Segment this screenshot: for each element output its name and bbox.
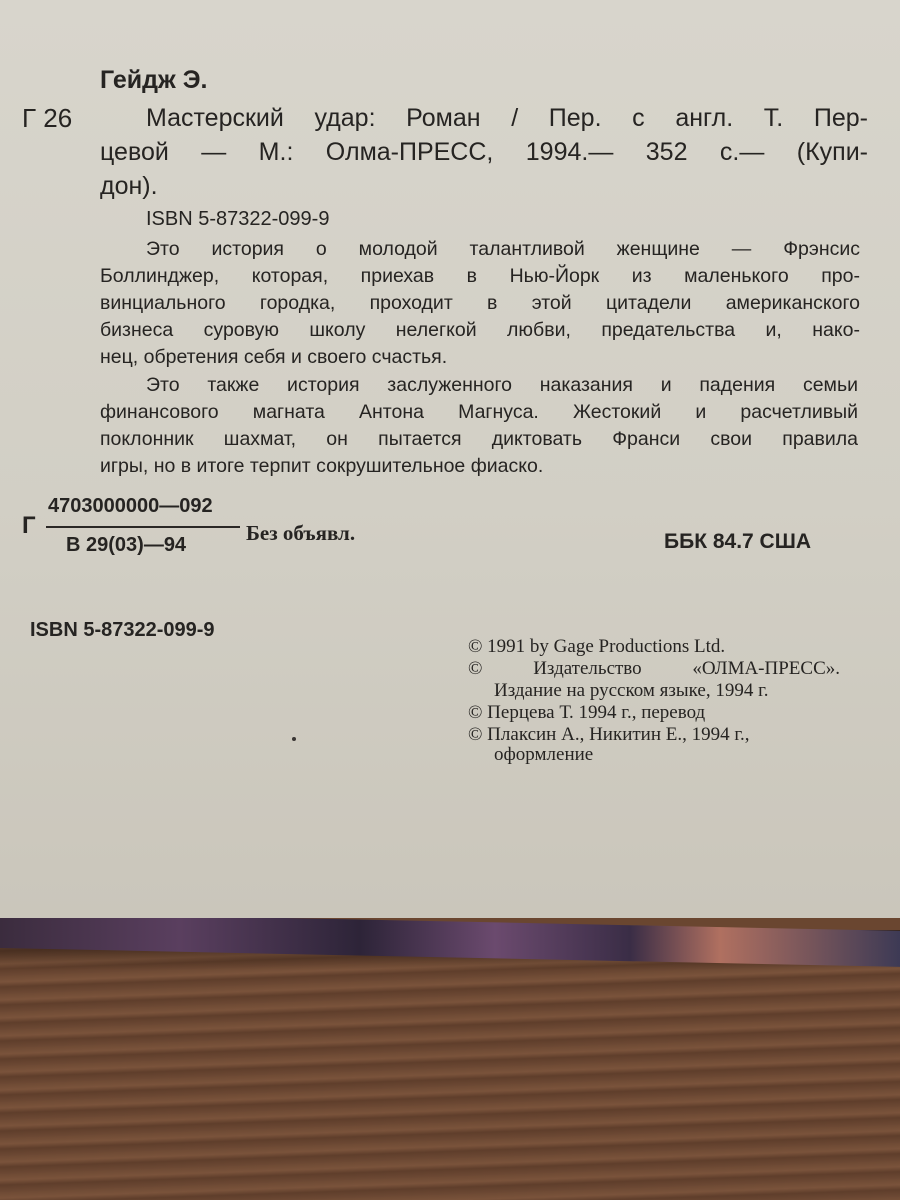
- author-name: Гейдж Э.: [100, 66, 208, 94]
- bibliography-line: Мастерский удар: Роман / Пер. с англ. Т. Пер-: [146, 104, 868, 132]
- annotation-line: Это история о молодой талантливой женщине — Фрэнсис: [146, 238, 860, 260]
- annotation-line: Это также история заслуженного наказания и падения семьи: [146, 374, 858, 396]
- isbn-line: ISBN 5-87322-099-9: [146, 208, 330, 230]
- print-speck: [292, 737, 296, 741]
- copyright-line: © Перцева Т. 1994 г., перевод: [468, 702, 706, 723]
- copyright-line: © Издательство «ОЛМА-ПРЕСС».: [468, 658, 840, 679]
- copyright-line: оформление: [494, 744, 594, 765]
- annotation-line: бизнеса суровую школу нелегкой любви, предательства и, нако-: [100, 319, 860, 341]
- bibliography-line: дон).: [100, 172, 158, 200]
- classification-numerator: 4703000000—092: [48, 495, 213, 517]
- bbk-code: ББК 84.7 США: [664, 530, 811, 553]
- catalog-code: Г 26: [22, 103, 73, 133]
- annotation-line: финансового магната Антона Магнуса. Жестокий и расчетливый: [100, 401, 858, 423]
- footer-isbn: ISBN 5-87322-099-9: [30, 619, 215, 641]
- annotation-line: Боллинджер, которая, приехав в Нью-Йорк из маленького про-: [100, 265, 860, 287]
- annotation-line: игры, но в итоге терпит сокрушительное фиаско.: [100, 455, 544, 477]
- price-note: Без объявл.: [246, 521, 356, 545]
- copyright-line: Издание на русском языке, 1994 г.: [494, 680, 769, 701]
- annotation-line: нец, обретения себя и своего счастья.: [100, 346, 448, 368]
- bibliography-line: цевой — М.: Олма-ПРЕСС, 1994.— 352 с.— (Купи-: [100, 138, 868, 166]
- annotation-line: поклонник шахмат, он пытается диктовать Франси свои правила: [100, 428, 858, 450]
- wooden-table: [0, 940, 900, 1200]
- copyright-line: © Плаксин А., Никитин Е., 1994 г.,: [468, 724, 750, 745]
- copyright-line: © 1991 by Gage Productions Ltd.: [468, 636, 726, 657]
- fraction-line: [46, 526, 240, 528]
- classification-letter: Г: [22, 512, 36, 539]
- annotation-line: винциального городка, проходит в этой цитадели американского: [100, 292, 860, 314]
- classification-denominator: В 29(03)—94: [66, 534, 187, 556]
